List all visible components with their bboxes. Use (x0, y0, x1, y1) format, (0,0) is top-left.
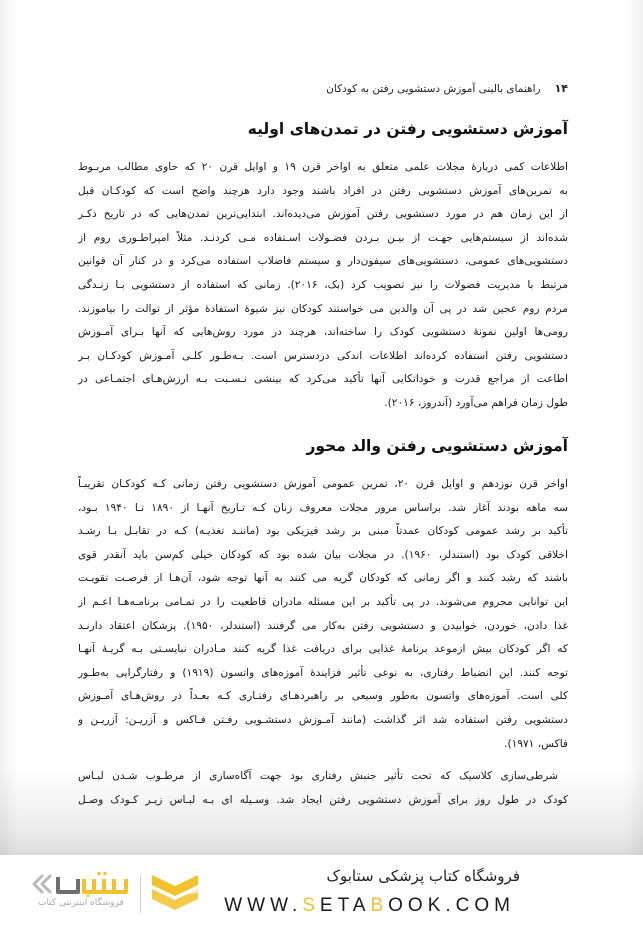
text-line: از این زمان هم در مورد دستشویی رفتن آموزش می‌دیده‌اند. ابتدایی‌ترین تمدن‌هایی که در تاریخ ذکـر (78, 208, 568, 221)
paragraph-parent-centered (78, 473, 568, 756)
text-line: اواخر قرن نوزدهم و اوایل قرن ۲۰، تمرین عمومی آموزش دستشویی رفتن زمانی کـه کودکـان تقریبـاً (78, 478, 568, 490)
text-line: باشند که رشد کنند و اگر زمانی که کودکان گریه می کنند به آنها توجه شود، آن‌هـا از فرصـت تقویـت (78, 572, 568, 585)
logo-subtitle: فروشگاه اینترنتی کتاب (38, 898, 124, 908)
url-accent-letter: S (302, 895, 320, 916)
section-heading-parent-centered: آموزش دستشویی رفتن والد محور (306, 437, 568, 455)
text-line: مردم روم عجین شد در پی آن والدین می خواستند کودکان نیز شیوۀ استفادۀ مؤثر از توالت را بیاموزند. (78, 302, 568, 315)
running-header (326, 82, 568, 95)
logo-divider (140, 875, 141, 913)
text-line: که اگر کودکان بیش ازموعد برنامۀ غذایی برای دریافت غذا گریه کنند مـادران نبایسـتی بـه گریـۀ آنهـا (78, 643, 568, 656)
text-line: دستشویی رفتن استفاده کرده‌اند اطلاعات اندکی دردسترس است. بـه‌طـور کلـی آمـوزش کودکـان بـر (78, 349, 568, 362)
text-line: غذا دادن، خوردن، خوابیدن و دستشویی رفتن به‌کار می گرفتند (استندلر، ۱۹۵۰). پزشکان اعتقاد دارنـد (78, 619, 568, 632)
running-title: راهنمای بالینی آموزش دستشویی رفتن به کودکان (326, 82, 541, 95)
text-line: تأکید بر رشد عمومی کودکان عمدتاً مبنی بر رشد فیزیکی بود (ماننـد تغذیـه) کـه در تقابـل بـا رشـد (78, 525, 568, 538)
text-line: اطلاعات کمی دربارۀ مجلات علمی متعلق به اواخر قرن ۱۹ و اوایل قرن ۲۰ که حاوی مطالب مربـوط (78, 161, 568, 173)
text-line: اخلاقی کودک بود (استندلر، ۱۹۶۰). در مجلات بیان شده بود که کودکان خیلی کم‌سن باید آنقدر قوی (78, 548, 568, 561)
url-part: WWW. (224, 895, 303, 916)
paragraph-classical-conditioning (78, 765, 568, 812)
text-line: مرتبط با مدیریت فضولات را نیز تصویب کرد (بک، ۲۰۱۶). زمانی که استفاده از دستشویی بـا زنـدگی (78, 278, 568, 291)
text-line: طول زمان فراهم می‌آورد (آندروز، ۲۰۱۶). (384, 396, 568, 409)
text-line: سه ماهه بودند آغاز شد. براساس مرور مجلات معروف زنان کـه تـاریخ آنهـا از ۱۸۹۰ تـا ۱۹۴۰ بـود، (78, 501, 568, 514)
text-line: دستشویی‌های عمومی، دستشویی‌های سیفون‌دار و سیستم فاضلاب استفاده می‌کرد و در کنار آن قوانین (78, 255, 568, 268)
text-line: توجه کنند. این انضباط رفتاری، به نوعی تأثیر فزایندۀ آموزه‌های واتسون (۱۹۱۹) و رفتارگرایی به‌طـور (78, 666, 568, 679)
text-line: رومی‌ها اولین نمونۀ دستشویی کودک را ساخته‌اند، هرچند در مورد روش‌هایی که آنها بـرای آمـوزش (78, 326, 568, 339)
page-number: ۱۴ (554, 82, 568, 95)
shop-url[interactable] (224, 895, 515, 917)
text-line: به تمرین‌های آموزش دستشویی رفتن در افراد باشند وجود دارد هرچند واضح است که کودکـان قبل (78, 184, 568, 197)
setabook-wordmark-logo (28, 871, 136, 897)
text-line: شرطی‌سازی کلاسیک که تحت تأثیر جنبش رفتاری بود جهت آگاه‌سازی از مرطـوب شـدن لبـاس (78, 770, 558, 782)
section-heading-early-civilizations: آموزش دستشویی رفتن در تمدن‌های اولیه (247, 120, 568, 138)
text-line: شده‌اند از سیستم‌هایی جهـت از بیـن بـردن فضـولات اسـتفاده مـی کردنـد. مثلاً امپراطـوری روم از (78, 231, 568, 244)
url-part: OOK.COM (388, 895, 515, 916)
text-line: این توانایی محروم می‌شوند. در پی تأکید بر این مسئله مادران قاطعیت را در تمـامی برنامـه‌هـا اعـم از (78, 595, 568, 608)
url-accent-letter: B (370, 895, 389, 916)
chevron-logo-icon (150, 873, 200, 913)
url-part: ETA (319, 895, 371, 916)
text-line: اطاعت از مراجع قدرت و خوداتکایی آنها تأکید می‌کرد که بینشی نـسـبت بـه ارزش‌هـای اجتمـاعی در (78, 373, 568, 386)
store-banner (0, 855, 643, 926)
shop-name: فروشگاه کتاب پزشکی ستابوک (326, 867, 520, 885)
paragraph-early-civilizations (78, 156, 568, 416)
text-line: فاکس، ۱۹۷۱). (504, 737, 568, 750)
text-line: دستشویی رفتن استفاده شد اثر گذاشت (مانند آمـوزش دستشـویی رفـتن فـاکس و آزریـن: آزریـن و (78, 713, 568, 726)
text-line: کودک در طول روز برای آموزش دستشویی رفتن ایجاد شد. وسـیله ای بـه لبـاس زیـر کـودک وصـل (78, 793, 568, 806)
text-line: کلی است. آموزه‌های واتسون به‌طور وسیعی بر راهبردهـای رفتـاری کـه بعـداً در روش‌هـای آمـوزش (78, 690, 568, 703)
